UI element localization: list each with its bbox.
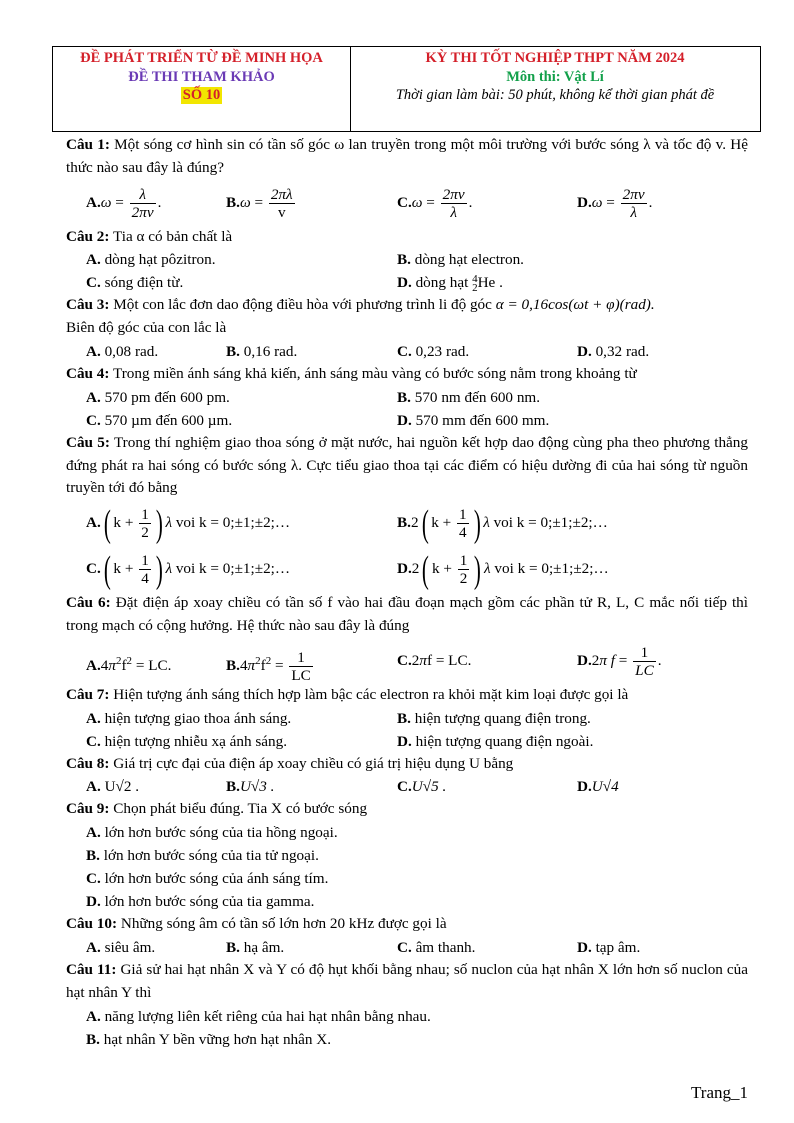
q5-option-b[interactable]: B.2( k + $\frac{1}{4}$ ) λ voi k = 0;±1;±2;… (397, 502, 608, 545)
q1-option-c[interactable]: C.ω = $\frac{2\pi v}{\lambda}$ . (397, 185, 473, 221)
q6-option-d[interactable]: D.2π f = $\frac{1}{LC}$ . (577, 643, 662, 679)
question-7: Câu 7: Hiện tượng ánh sáng thích hợp làm bậc các electron ra khỏi mặt kim loại được gọi là (66, 685, 629, 703)
question-3-options (66, 340, 748, 363)
q7-option-a[interactable]: A. hiện tượng giao thoa ánh sáng. (86, 709, 292, 727)
question-4-options-cd (66, 409, 748, 432)
q7-option-d[interactable]: D. hiện tượng quang điện ngoài. (397, 732, 594, 750)
q3-option-c[interactable]: C. 0,23 rad. (397, 342, 470, 360)
question-4-options-ab (66, 386, 748, 409)
q10-option-b[interactable]: B. hạ âm. (226, 938, 285, 956)
q9-option-b[interactable]: B. lớn hơn bước sóng của tia tử ngoại. (86, 847, 319, 865)
question-5-options-cd (66, 546, 748, 592)
question-5-options-ab (66, 500, 748, 546)
q1-option-a[interactable]: A.ω = $\frac{\lambda}{2\pi v}$ . (86, 185, 162, 221)
q10-option-d[interactable]: D. tạp âm. (577, 938, 641, 956)
page-number: Trang_1 (691, 1083, 748, 1102)
q10-option-c[interactable]: C. âm thanh. (397, 938, 476, 956)
q3-option-d[interactable]: D. 0,32 rad. (577, 342, 650, 360)
question-6: Câu 6: Đặt điện áp xoay chiều có tần số f vào hai đầu đoạn mạch gồm các phần tử R, L, C mắc nối tiếp thì trong mạch có cộng hưởng. Hệ thức nào sau đây là đúng (66, 594, 748, 634)
q4-option-a[interactable]: A. 570 pm đến 600 pm. (86, 388, 230, 406)
exam-body (66, 134, 748, 1051)
question-10: Câu 10: Những sóng âm có tần số lớn hơn 20 kHz được gọi là (66, 915, 447, 933)
q8-option-d[interactable]: D.U√4 (577, 778, 619, 796)
question-4: Câu 4: Trong miền ánh sáng khả kiến, ánh sáng màu vàng có bước sóng nằm trong khoảng từ (66, 364, 637, 382)
header-left (53, 47, 351, 131)
exam-number: SỐ 10 (182, 87, 221, 103)
q3-option-a[interactable]: A. 0,08 rad. (86, 342, 159, 360)
q5-option-c[interactable]: C.( k + $\frac{1}{4}$ ) λ voi k = 0;±1;±2;… (86, 548, 291, 591)
question-3: Câu 3: Một con lắc đơn dao động điều hòa với phương trình li độ góc α = 0,16cos(ωt + φ)(rad). Biên độ góc của con lắc là (66, 296, 655, 337)
q10-option-a[interactable]: A. siêu âm. (86, 938, 156, 956)
question-9: Câu 9: Chọn phát biểu đúng. Tia X có bước sóng (66, 800, 368, 818)
question-11: Câu 11: Giả sử hai hạt nhân X và Y có độ hụt khối bằng nhau; số nuclon của hạt nhân X lớn hơn số nuclon của hạt nhân Y thì (66, 960, 748, 1001)
q8-option-c[interactable]: C.U√5 . (397, 778, 447, 796)
q2-option-a[interactable]: A. dòng hạt pôzitron. (86, 251, 216, 269)
q1-option-b[interactable]: B.ω = $\frac{2\pi\lambda}{v}$ (226, 185, 293, 221)
q2-option-d[interactable]: D. dòng hạt 4 2He . (397, 272, 503, 294)
q6-option-b[interactable]: $B.4\pi^2f^2$ = $\frac{1}{LC}$ (226, 648, 311, 684)
q11-option-b[interactable]: B. hạt nhân Y bền vững hơn hạt nhân X. (86, 1030, 332, 1048)
question-8-options (66, 775, 748, 798)
question-1-options (66, 180, 748, 226)
q9-option-c[interactable]: C. lớn hơn bước sóng của ánh sáng tím. (86, 870, 329, 888)
q1-option-d[interactable]: D.ω = $\frac{2\pi v}{\lambda}$ . (577, 185, 653, 221)
header-right (350, 47, 760, 131)
q6-option-c[interactable]: C.2πf = LC. (397, 651, 472, 669)
question-7-options-ab (66, 707, 748, 730)
header-right-line2: Môn thi: Vật Lí (506, 68, 604, 85)
question-7-options-cd (66, 730, 748, 753)
q9-option-d[interactable]: D. lớn hơn bước sóng của tia gamma. (86, 893, 315, 911)
q5-option-a[interactable]: A.( k + $\frac{1}{2}$ ) λ voi k = 0;±1;±2;… (86, 502, 291, 545)
header-right-line1: KỲ THI TỐT NGHIỆP THPT NĂM 2024 (425, 50, 685, 66)
header-left-line1: ĐỀ PHÁT TRIỂN TỪ ĐỀ MINH HỌA (80, 50, 323, 66)
q3-option-b[interactable]: B. 0,16 rad. (226, 342, 298, 360)
q5-option-d[interactable]: D.2( k + $\frac{1}{2}$ ) λ voi k = 0;±1;±2;… (397, 548, 609, 591)
question-5: Câu 5: Trong thí nghiệm giao thoa sóng ở mặt nước, hai nguồn kết hợp dao động cùng pha theo phương thẳng đứng phát ra hai sóng có bước sóng λ. Cực tiểu giao thoa tại các điểm có hiệu dường đi của hai sóng từ nguồn truyền tới đó bằng (66, 433, 748, 497)
q4-option-d[interactable]: D. 570 mm đến 600 mm. (397, 411, 550, 429)
q6-option-a[interactable]: $A.4\pi^2f^2$ = LC. (86, 654, 172, 674)
q2-option-c[interactable]: C. sóng điện từ. (86, 274, 184, 292)
q4-option-b[interactable]: B. 570 nm đến 600 nm. (397, 388, 541, 406)
question-8: Câu 8: Giá trị cực đại của điện áp xoay chiều có giá trị hiệu dụng U bằng (66, 754, 514, 772)
question-2-options-ab (66, 248, 748, 271)
q7-option-c[interactable]: C. hiện tượng nhiễu xạ ánh sáng. (86, 732, 288, 750)
question-6-options (66, 638, 748, 684)
q2-option-b[interactable]: B. dòng hạt electron. (397, 251, 524, 269)
q9-option-a[interactable]: A. lớn hơn bước sóng của tia hồng ngoại. (86, 824, 338, 842)
header-left-line2: ĐỀ THI THAM KHẢO (128, 68, 275, 85)
question-10-options (66, 936, 748, 959)
header-right-line3: Thời gian làm bài: 50 phút, không kể thời gian phát đề (395, 87, 715, 103)
q11-option-a[interactable]: A. năng lượng liên kết riêng của hai hạt nhân bằng nhau. (86, 1007, 431, 1025)
q8-option-b[interactable]: B.U√3 . (226, 778, 275, 796)
question-1: Câu 1: Một sóng cơ hình sin có tần số góc ω lan truyền trong một môi trường với bước sóng λ và tốc độ v. Hệ thức nào sau đây là đúng? (66, 136, 749, 176)
exam-header (52, 46, 761, 132)
question-2-options-cd (66, 271, 748, 294)
q8-option-a[interactable]: A. U√2 . (86, 778, 140, 796)
q7-option-b[interactable]: B. hiện tượng quang điện trong. (397, 709, 591, 727)
question-2: Câu 2: Tia α có bản chất là (66, 227, 233, 245)
q4-option-c[interactable]: C. 570 µm đến 600 µm. (86, 411, 233, 429)
